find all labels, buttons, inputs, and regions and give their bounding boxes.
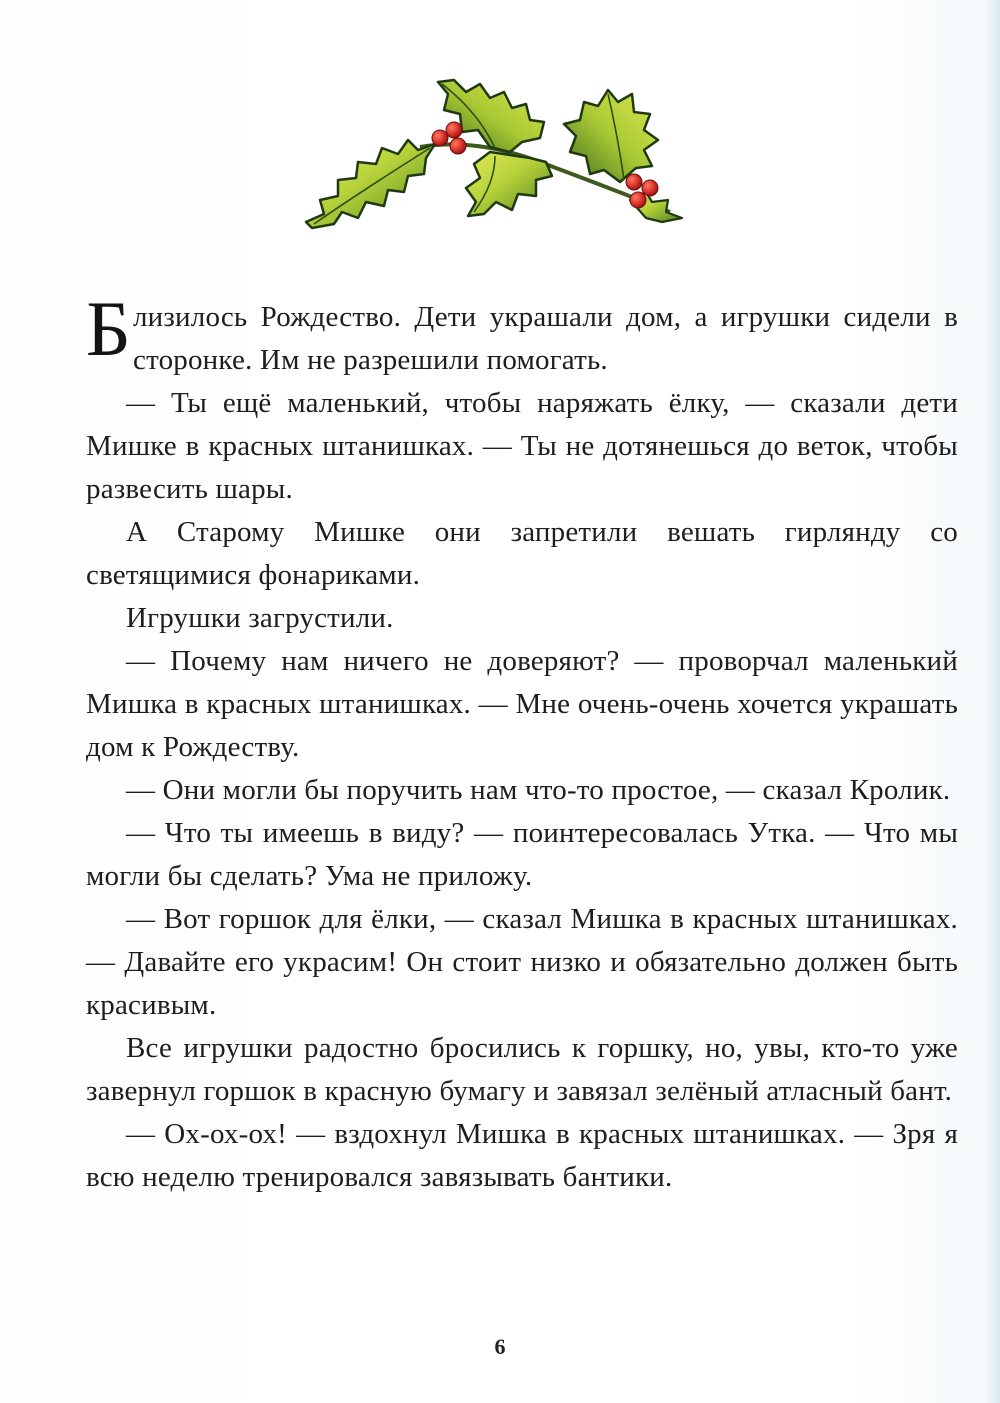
story-paragraph: Близилось Рождество. Дети украшали дом, а игрушки сидели в сторонке. Им не разрешили помогать. (86, 285, 958, 376)
holly-leaf-middle (466, 152, 552, 216)
story-paragraph: — Ты ещё маленький, чтобы наряжать ёлку, — сказали дети Мишке в красных штанишках. — Ты не дотянешься до веток, чтобы развесить шары. (86, 387, 958, 505)
holly-leaf-left (306, 140, 435, 228)
story-paragraph: Все игрушки радостно бросились к горшку, но, увы, кто-то уже завернул горшок в красную бумагу и завязал зелёный атласный бант. (86, 1032, 958, 1107)
story-paragraph: — Почему нам ничего не доверяют? — проворчал маленький Мишка в красных штанишках. — Мне очень-очень хочется украшать дом к Рождеству. (86, 645, 958, 763)
page-number: 6 (494, 1334, 506, 1359)
story-paragraph: — Что ты имеешь в виду? — поинтересовалась Утка. — Что мы могли бы сделать? Ума не приложу. (86, 817, 958, 892)
story-paragraph: — Ох-ох-ох! — вздохнул Мишка в красных штанишках. — Зря я всю неделю тренировался завязывать бантики. (86, 1118, 958, 1193)
story-paragraph: — Вот горшок для ёлки, — сказал Мишка в красных штанишках. — Давайте его украсим! Он стоит низко и обязательно должен быть красивым. (86, 903, 958, 1021)
holly-branch-icon (290, 52, 690, 237)
story-paragraph: — Они могли бы поручить нам что-то простое, — сказал Кролик. (126, 774, 951, 806)
drop-cap: Б (86, 285, 131, 372)
story-paragraph: А Старому Мишке они запретили вешать гирлянду со светящимися фонариками. (86, 516, 958, 591)
story-paragraph: Игрушки загрустили. (126, 602, 394, 634)
page-edge-shadow (986, 0, 1000, 1403)
story-text (86, 285, 958, 1199)
holly-berries-left (432, 122, 466, 154)
